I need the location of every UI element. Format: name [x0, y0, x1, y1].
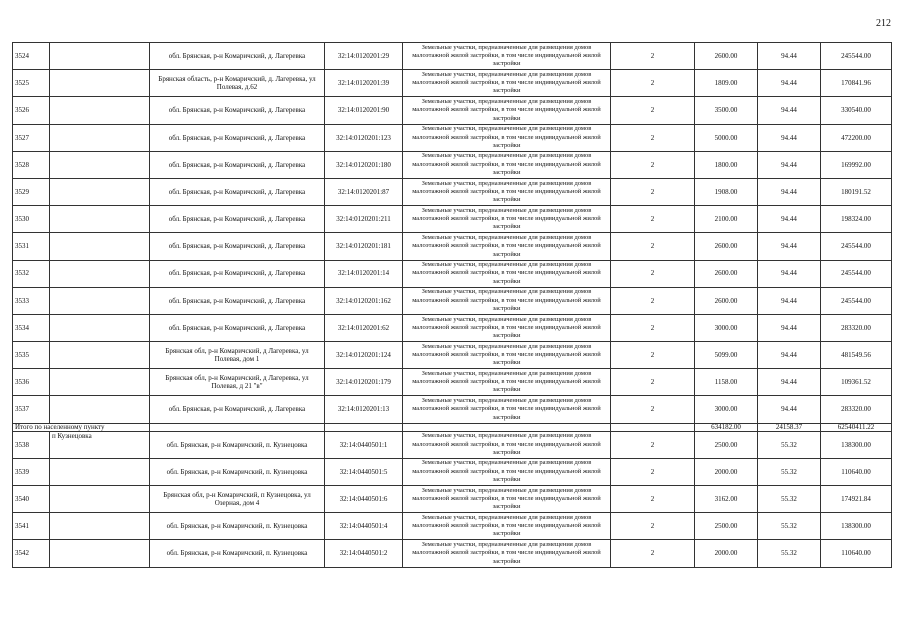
row-number: 3535	[13, 342, 50, 369]
specific-value-cell: 55.32	[758, 458, 821, 485]
cadastral-number-cell: 32:14:0120201:162	[325, 287, 403, 314]
cadastral-value-cell: 245544.00	[821, 43, 892, 70]
cadastral-value-cell: 170841.96	[821, 70, 892, 97]
specific-value-cell: 94.44	[758, 396, 821, 423]
specific-value-cell: 94.44	[758, 97, 821, 124]
cadastral-number-cell: 32:14:0440501:2	[325, 540, 403, 567]
row-number: 3530	[13, 206, 50, 233]
cadastral-number-cell: 32:14:0120201:29	[325, 43, 403, 70]
table-row	[13, 260, 892, 287]
cadastral-number-cell: 32:14:0440501:4	[325, 513, 403, 540]
land-use-description-cell: Земельные участки, предназначенные для размещения домов малоэтажной жилой застройки, в том числе индивидуальной жилой застройки	[403, 124, 611, 151]
area-cell: 1809.00	[695, 70, 758, 97]
area-cell: 2600.00	[695, 43, 758, 70]
empty-cell	[150, 423, 325, 431]
area-cell: 2600.00	[695, 287, 758, 314]
area-cell: 3000.00	[695, 396, 758, 423]
group-code-cell: 2	[611, 178, 695, 205]
group-code-cell: 2	[611, 97, 695, 124]
area-cell: 3500.00	[695, 97, 758, 124]
address-cell: Брянская обл, р-н Комаричский, п Кузнецовка, ул Озерная, дом 4	[150, 486, 325, 513]
settlement-label	[50, 178, 150, 205]
cadastral-value-cell: 283320.00	[821, 396, 892, 423]
land-use-description-cell: Земельные участки, предназначенные для размещения домов малоэтажной жилой застройки, в том числе индивидуальной жилой застройки	[403, 287, 611, 314]
specific-value-cell: 94.44	[758, 233, 821, 260]
table-row	[13, 178, 892, 205]
area-cell: 2000.00	[695, 458, 758, 485]
settlement-label	[50, 124, 150, 151]
row-number: 3536	[13, 369, 50, 396]
cadastral-value-cell: 245544.00	[821, 260, 892, 287]
settlement-label	[50, 206, 150, 233]
group-code-cell: 2	[611, 124, 695, 151]
land-use-description-cell: Земельные участки, предназначенные для размещения домов малоэтажной жилой застройки, в том числе индивидуальной жилой застройки	[403, 260, 611, 287]
row-number: 3526	[13, 97, 50, 124]
cadastral-number-cell: 32:14:0120201:62	[325, 314, 403, 341]
cadastral-number-cell: 32:14:0120201:179	[325, 369, 403, 396]
settlement-label	[50, 70, 150, 97]
address-cell: обл. Брянская, р-н Комаричский, п. Кузнецовка	[150, 458, 325, 485]
specific-value-cell: 94.44	[758, 314, 821, 341]
address-cell: обл. Брянская, р-н Комаричский, п. Кузнецовка	[150, 513, 325, 540]
cadastral-value-cell: 138300.00	[821, 431, 892, 458]
group-code-cell: 2	[611, 260, 695, 287]
area-cell: 5099.00	[695, 342, 758, 369]
address-cell: Брянская обл, р-н Комаричский, д Лагеревка, ул Полевая, д 21 "в"	[150, 369, 325, 396]
cadastral-value-cell: 110640.00	[821, 540, 892, 567]
group-code-cell: 2	[611, 458, 695, 485]
address-cell: Брянская область, р-н Комаричский, д. Лагеревка, ул Полевая, д.62	[150, 70, 325, 97]
settlement-label	[50, 97, 150, 124]
land-use-description-cell: Земельные участки, предназначенные для размещения домов малоэтажной жилой застройки, в том числе индивидуальной жилой застройки	[403, 233, 611, 260]
address-cell: обл. Брянская, р-н Комаричский, д. Лагеревка	[150, 43, 325, 70]
table-row	[13, 43, 892, 70]
specific-value-cell: 94.44	[758, 369, 821, 396]
group-code-cell: 2	[611, 233, 695, 260]
settlement-total-row	[13, 423, 892, 431]
land-use-description-cell: Земельные участки, предназначенные для размещения домов малоэтажной жилой застройки, в том числе индивидуальной жилой застройки	[403, 97, 611, 124]
land-use-description-cell: Земельные участки, предназначенные для размещения домов малоэтажной жилой застройки, в том числе индивидуальной жилой застройки	[403, 513, 611, 540]
cadastral-value-cell: 330540.00	[821, 97, 892, 124]
specific-value-cell: 55.32	[758, 513, 821, 540]
specific-value-cell: 55.32	[758, 431, 821, 458]
address-cell: обл. Брянская, р-н Комаричский, д. Лагеревка	[150, 287, 325, 314]
settlement-label	[50, 151, 150, 178]
settlement-label	[50, 486, 150, 513]
cadastral-number-cell: 32:14:0440501:1	[325, 431, 403, 458]
land-use-description-cell: Земельные участки, предназначенные для размещения домов малоэтажной жилой застройки, в том числе индивидуальной жилой застройки	[403, 458, 611, 485]
row-number: 3537	[13, 396, 50, 423]
cadastral-number-cell: 32:14:0440501:6	[325, 486, 403, 513]
land-use-description-cell: Земельные участки, предназначенные для размещения домов малоэтажной жилой застройки, в том числе индивидуальной жилой застройки	[403, 314, 611, 341]
row-number: 3540	[13, 486, 50, 513]
row-number: 3539	[13, 458, 50, 485]
land-use-description-cell: Земельные участки, предназначенные для размещения домов малоэтажной жилой застройки, в том числе индивидуальной жилой застройки	[403, 151, 611, 178]
specific-value-cell: 94.44	[758, 260, 821, 287]
address-cell: Брянская обл, р-н Комаричский, д Лагеревка, ул Полевая, дом 1	[150, 342, 325, 369]
cadastral-value-cell: 110640.00	[821, 458, 892, 485]
cadastral-number-cell: 32:14:0120201:211	[325, 206, 403, 233]
settlement-label	[50, 458, 150, 485]
land-use-description-cell: Земельные участки, предназначенные для размещения домов малоэтажной жилой застройки, в том числе индивидуальной жилой застройки	[403, 369, 611, 396]
empty-cell	[611, 423, 695, 431]
table-row	[13, 70, 892, 97]
area-cell: 2500.00	[695, 431, 758, 458]
specific-value-cell: 94.44	[758, 287, 821, 314]
land-use-description-cell: Земельные участки, предназначенные для размещения домов малоэтажной жилой застройки, в том числе индивидуальной жилой застройки	[403, 178, 611, 205]
row-number: 3532	[13, 260, 50, 287]
group-code-cell: 2	[611, 206, 695, 233]
cadastral-value-table	[12, 42, 892, 568]
land-use-description-cell: Земельные участки, предназначенные для размещения домов малоэтажной жилой застройки, в том числе индивидуальной жилой застройки	[403, 206, 611, 233]
area-cell: 2500.00	[695, 513, 758, 540]
row-number: 3531	[13, 233, 50, 260]
table-row	[13, 97, 892, 124]
group-code-cell: 2	[611, 431, 695, 458]
row-number: 3529	[13, 178, 50, 205]
area-cell: 2600.00	[695, 233, 758, 260]
area-cell: 1158.00	[695, 369, 758, 396]
settlement-label	[50, 314, 150, 341]
table-row	[13, 396, 892, 423]
area-cell: 3000.00	[695, 314, 758, 341]
group-code-cell: 2	[611, 513, 695, 540]
area-cell: 5000.00	[695, 124, 758, 151]
address-cell: обл. Брянская, р-н Комаричский, д. Лагеревка	[150, 151, 325, 178]
group-code-cell: 2	[611, 43, 695, 70]
table-row	[13, 314, 892, 341]
table-row	[13, 486, 892, 513]
address-cell: обл. Брянская, р-н Комаричский, д. Лагеревка	[150, 206, 325, 233]
row-number: 3542	[13, 540, 50, 567]
specific-value-cell: 94.44	[758, 43, 821, 70]
specific-value-cell: 94.44	[758, 70, 821, 97]
cadastral-value-cell: 481549.56	[821, 342, 892, 369]
settlement-label	[50, 369, 150, 396]
address-cell: обл. Брянская, р-н Комаричский, д. Лагеревка	[150, 396, 325, 423]
area-cell: 1908.00	[695, 178, 758, 205]
cadastral-value-cell: 169992.00	[821, 151, 892, 178]
empty-cell	[403, 423, 611, 431]
cadastral-value-cell: 174921.84	[821, 486, 892, 513]
cadastral-value-cell: 138300.00	[821, 513, 892, 540]
land-use-description-cell: Земельные участки, предназначенные для размещения домов малоэтажной жилой застройки, в том числе индивидуальной жилой застройки	[403, 70, 611, 97]
address-cell: обл. Брянская, р-н Комаричский, д. Лагеревка	[150, 233, 325, 260]
table-row	[13, 206, 892, 233]
settlement-label	[50, 233, 150, 260]
cadastral-number-cell: 32:14:0120201:123	[325, 124, 403, 151]
table-row	[13, 233, 892, 260]
specific-value-cell: 55.32	[758, 486, 821, 513]
specific-value-cell: 94.44	[758, 178, 821, 205]
page-number: 212	[876, 18, 891, 29]
table-row	[13, 151, 892, 178]
table-row	[13, 540, 892, 567]
area-cell: 3162.00	[695, 486, 758, 513]
empty-cell	[325, 423, 403, 431]
address-cell: обл. Брянская, р-н Комаричский, д. Лагеревка	[150, 124, 325, 151]
cadastral-number-cell: 32:14:0120201:13	[325, 396, 403, 423]
group-code-cell: 2	[611, 486, 695, 513]
table-row	[13, 287, 892, 314]
row-number: 3524	[13, 43, 50, 70]
settlement-label	[50, 43, 150, 70]
cadastral-value-cell: 283320.00	[821, 314, 892, 341]
area-cell: 1800.00	[695, 151, 758, 178]
specific-value-cell: 94.44	[758, 342, 821, 369]
settlement-label	[50, 540, 150, 567]
row-number: 3534	[13, 314, 50, 341]
table-row	[13, 513, 892, 540]
address-cell: обл. Брянская, р-н Комаричский, п. Кузнецовка	[150, 431, 325, 458]
land-use-description-cell: Земельные участки, предназначенные для размещения домов малоэтажной жилой застройки, в том числе индивидуальной жилой застройки	[403, 486, 611, 513]
cadastral-number-cell: 32:14:0120201:181	[325, 233, 403, 260]
settlement-label: п Кузнецовка	[50, 431, 150, 458]
cadastral-value-cell: 180191.52	[821, 178, 892, 205]
table-row	[13, 431, 892, 458]
group-code-cell: 2	[611, 287, 695, 314]
row-number: 3525	[13, 70, 50, 97]
settlement-label	[50, 396, 150, 423]
group-code-cell: 2	[611, 151, 695, 178]
land-use-description-cell: Земельные участки, предназначенные для размещения домов малоэтажной жилой застройки, в том числе индивидуальной жилой застройки	[403, 342, 611, 369]
specific-value-cell: 94.44	[758, 151, 821, 178]
table-row	[13, 458, 892, 485]
land-use-description-cell: Земельные участки, предназначенные для размещения домов малоэтажной жилой застройки, в том числе индивидуальной жилой застройки	[403, 540, 611, 567]
group-code-cell: 2	[611, 369, 695, 396]
group-code-cell: 2	[611, 70, 695, 97]
settlement-label	[50, 287, 150, 314]
total-area-cell: 634182.00	[695, 423, 758, 431]
land-use-description-cell: Земельные участки, предназначенные для размещения домов малоэтажной жилой застройки, в том числе индивидуальной жилой застройки	[403, 431, 611, 458]
cadastral-value-cell: 198324.00	[821, 206, 892, 233]
cadastral-number-cell: 32:14:0120201:124	[325, 342, 403, 369]
group-code-cell: 2	[611, 314, 695, 341]
table-row	[13, 369, 892, 396]
cadastral-number-cell: 32:14:0120201:14	[325, 260, 403, 287]
table-body	[13, 43, 892, 568]
settlement-label	[50, 260, 150, 287]
row-number: 3533	[13, 287, 50, 314]
row-number: 3527	[13, 124, 50, 151]
settlement-label	[50, 342, 150, 369]
specific-value-cell: 55.32	[758, 540, 821, 567]
table-row	[13, 124, 892, 151]
settlement-total-label: Итого по населенному пункту	[13, 423, 150, 431]
group-code-cell: 2	[611, 342, 695, 369]
cadastral-number-cell: 32:14:0120201:180	[325, 151, 403, 178]
row-number: 3528	[13, 151, 50, 178]
address-cell: обл. Брянская, р-н Комаричский, п. Кузнецовка	[150, 540, 325, 567]
total-cadastral-value-cell: 62540411.22	[821, 423, 892, 431]
address-cell: обл. Брянская, р-н Комаричский, д. Лагеревка	[150, 178, 325, 205]
area-cell: 2100.00	[695, 206, 758, 233]
group-code-cell: 2	[611, 540, 695, 567]
row-number: 3538	[13, 431, 50, 458]
address-cell: обл. Брянская, р-н Комаричский, д. Лагеревка	[150, 314, 325, 341]
specific-value-cell: 94.44	[758, 124, 821, 151]
area-cell: 2600.00	[695, 260, 758, 287]
cadastral-value-cell: 109361.52	[821, 369, 892, 396]
land-use-description-cell: Земельные участки, предназначенные для размещения домов малоэтажной жилой застройки, в том числе индивидуальной жилой застройки	[403, 396, 611, 423]
cadastral-value-cell: 245544.00	[821, 287, 892, 314]
table-row	[13, 342, 892, 369]
address-cell: обл. Брянская, р-н Комаричский, д. Лагеревка	[150, 97, 325, 124]
group-code-cell: 2	[611, 396, 695, 423]
cadastral-number-cell: 32:14:0440501:5	[325, 458, 403, 485]
cadastral-value-cell: 472200.00	[821, 124, 892, 151]
area-cell: 2000.00	[695, 540, 758, 567]
cadastral-number-cell: 32:14:0120201:39	[325, 70, 403, 97]
cadastral-number-cell: 32:14:0120201:87	[325, 178, 403, 205]
land-use-description-cell: Земельные участки, предназначенные для размещения домов малоэтажной жилой застройки, в том числе индивидуальной жилой застройки	[403, 43, 611, 70]
cadastral-value-cell: 245544.00	[821, 233, 892, 260]
specific-value-cell: 94.44	[758, 206, 821, 233]
cadastral-number-cell: 32:14:0120201:90	[325, 97, 403, 124]
settlement-label	[50, 513, 150, 540]
address-cell: обл. Брянская, р-н Комаричский, д. Лагеревка	[150, 260, 325, 287]
total-specific-value-cell: 24158.37	[758, 423, 821, 431]
row-number: 3541	[13, 513, 50, 540]
